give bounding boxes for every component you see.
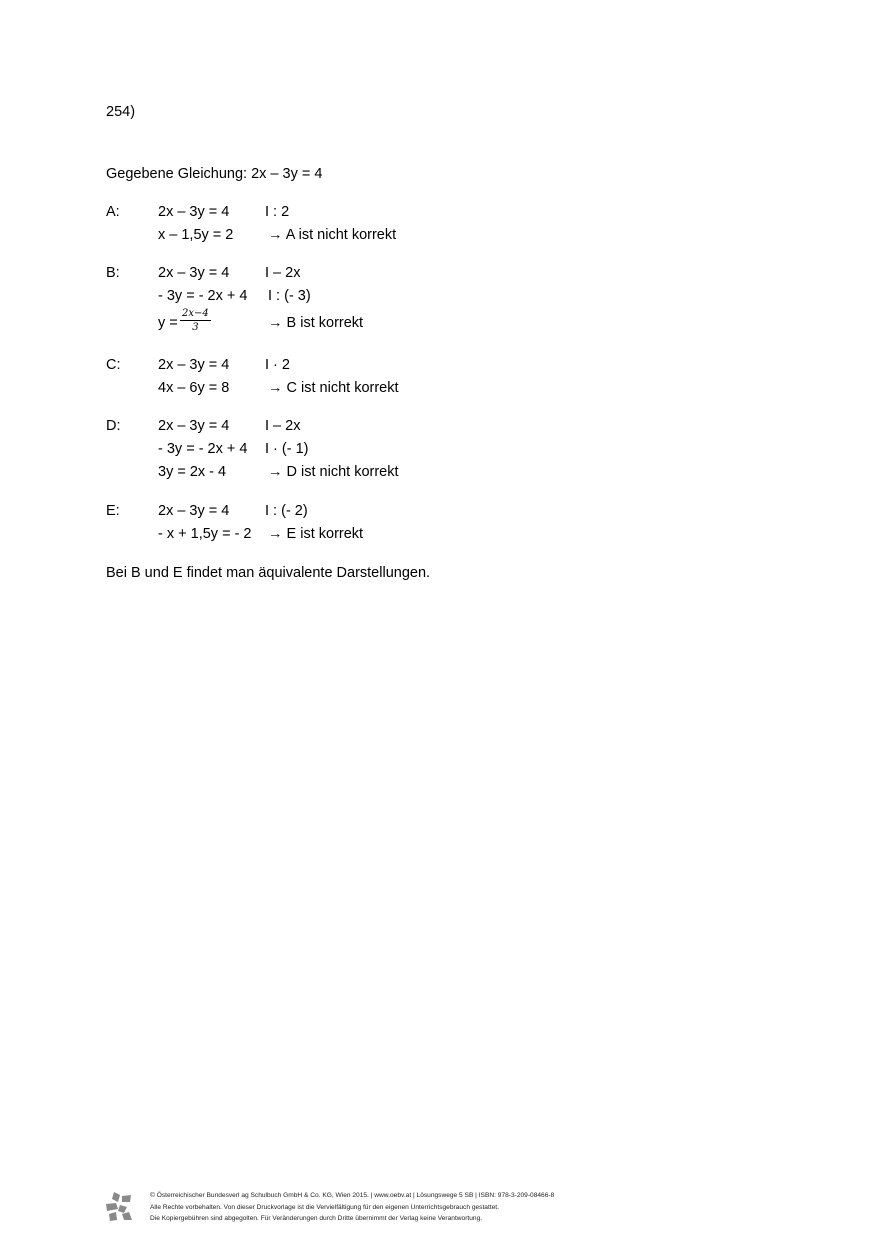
- label-b: B:: [106, 265, 120, 281]
- d-eq-2: - 3y = - 2x + 4: [158, 441, 248, 457]
- e-eq-2: - x + 1,5y = - 2: [158, 526, 252, 542]
- c-eq-1: 2x – 3y = 4: [158, 357, 230, 373]
- b-eq-3: y =: [158, 315, 178, 331]
- label-c: C:: [106, 357, 121, 373]
- d-eq-3: 3y = 2x - 4: [158, 464, 227, 480]
- c-eq-2: 4x – 6y = 8: [158, 380, 230, 396]
- page-number: 254): [106, 104, 136, 120]
- a-eq-2: x – 1,5y = 2: [158, 227, 234, 243]
- d-op-2: I · (- 1): [265, 441, 309, 457]
- e-op-1: I : (- 2): [265, 503, 308, 519]
- label-a: A:: [106, 204, 120, 220]
- footer-line-1: © Österreichischer Bundesverl ag Schulbuch GmbH & Co. KG, Wien 2015. | www.oebv.at | Lösungswege 5 SB | ISBN: 978-3-209-08466-8: [150, 1192, 555, 1199]
- d-eq-1: 2x – 3y = 4: [158, 418, 230, 434]
- a-result: → A ist nicht korrekt: [268, 227, 397, 243]
- e-eq-1: 2x – 3y = 4: [158, 503, 230, 519]
- c-result: → C ist nicht korrekt: [268, 380, 399, 396]
- conclusion: Bei B und E findet man äquivalente Darstellungen.: [106, 565, 431, 581]
- b-eq-2: - 3y = - 2x + 4: [158, 288, 248, 304]
- d-result: → D ist nicht korrekt: [268, 464, 399, 480]
- b-fraction-numerator: 2x−4: [182, 308, 209, 319]
- b-op-1: I – 2x: [265, 265, 301, 281]
- footer-line-2: Alle Rechte vorbehalten. Von dieser Druckvorlage ist die Vervielfältigung für den eigenen Unterrichtsgebrauch gestattet.: [150, 1203, 499, 1211]
- b-op-2: I : (- 3): [268, 288, 311, 304]
- a-eq-1: 2x – 3y = 4: [158, 204, 230, 220]
- b-result: → B ist korrekt: [268, 315, 364, 331]
- copyright-footer: [150, 1190, 554, 1225]
- b-eq-1: 2x – 3y = 4: [158, 265, 230, 281]
- label-e: E:: [106, 503, 120, 519]
- publisher-logo-icon: [104, 1190, 136, 1222]
- b-fraction-denominator: 3: [192, 322, 199, 333]
- a-op-1: I : 2: [265, 204, 290, 220]
- b-fraction: [180, 308, 211, 333]
- e-result: → E ist korrekt: [268, 526, 364, 542]
- label-d: D:: [106, 418, 121, 434]
- given-equation: Gegebene Gleichung: 2x – 3y = 4: [106, 166, 323, 182]
- d-op-1: I – 2x: [265, 418, 301, 434]
- footer-line-3: Die Kopiergebühren sind abgegolten. Für Veränderungen durch Dritte übernimmt der Verlag keine Verantwortung.: [150, 1215, 483, 1222]
- c-op-1: I · 2: [265, 357, 290, 373]
